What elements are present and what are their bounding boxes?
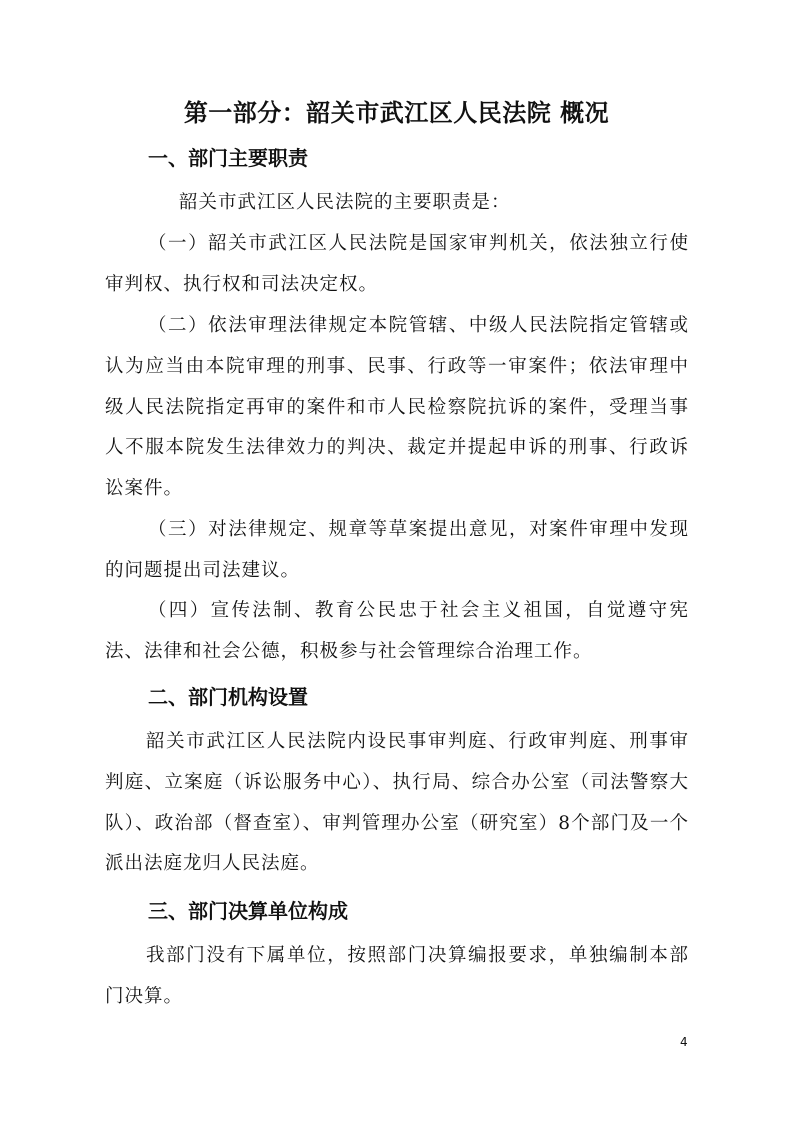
paragraph-duties-intro: 韶关市武江区人民法院的主要职责是： xyxy=(179,192,511,213)
paragraph-units: 我部门没有下属单位，按照部门决算编报要求，单独编制本部门决算。 xyxy=(105,945,689,1007)
section-heading-units: 三、部门决算单位构成 xyxy=(148,899,348,923)
paragraph-duty-1: （一）韶关市武江区人民法院是国家审判机关，依法独立行使审判权、执行权和司法决定权。 xyxy=(105,233,689,295)
page-title: 第一部分：韶关市武江区人民法院 概况 xyxy=(183,99,610,127)
page-number: 4 xyxy=(680,1035,688,1049)
paragraph-duty-3: （三）对法律规定、规章等草案提出意见，对案件审理中发现的问题提出司法建议。 xyxy=(105,519,689,581)
paragraph-structure: 韶关市武江区人民法院内设民事审判庭、行政审判庭、刑事审判庭、立案庭（诉讼服务中心）、执行局、综合办公室（司法警察大队）、政治部（督查室）、审判管理办公室（研究室）8个部门及一个派出法庭龙归人民法庭。 xyxy=(105,731,689,875)
section-heading-structure: 二、部门机构设置 xyxy=(148,685,308,709)
paragraph-duty-4: （四）宣传法制、教育公民忠于社会主义祖国，自觉遵守宪法、法律和社会公德，积极参与社会管理综合治理工作。 xyxy=(105,600,689,662)
paragraph-duty-2: （二）依法审理法律规定本院管辖、中级人民法院指定管辖或认为应当由本院审理的刑事、民事、行政等一审案件；依法审理中级人民法院指定再审的案件和市人民检察院抗诉的案件，受理当事人不服本院发生法律效力的判决、裁定并提起申诉的刑事、行政诉讼案件。 xyxy=(105,315,689,500)
section-heading-duties: 一、部门主要职责 xyxy=(148,146,308,170)
